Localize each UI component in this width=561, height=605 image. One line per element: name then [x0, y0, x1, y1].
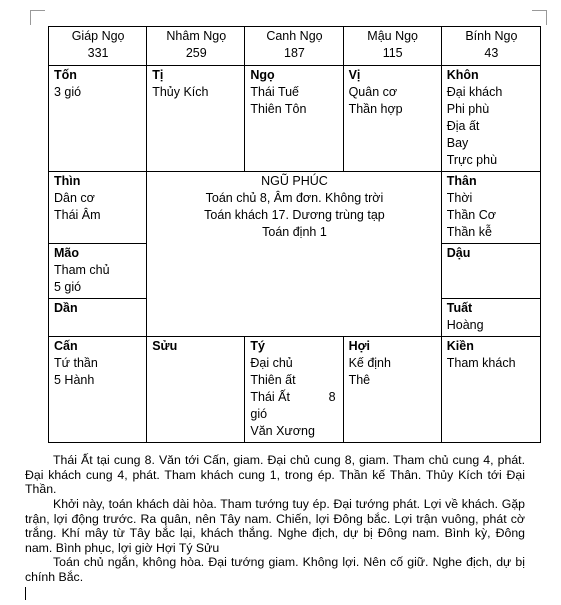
palace-table [48, 26, 541, 443]
cell-dan: Dần [49, 299, 147, 337]
header-cell: Bính Ngọ 43 [441, 27, 540, 66]
paragraph-2[interactable]: Khởi này, toán khách dài hòa. Tham tướng tuy ép. Đại tướng phát. Lợi về khách. Gặp trận, lợi động trước. Ra quân, nên Tây nam. Chiến, lợi Đông bắc. Lợi trận vuông, phát cờ trắng. Khí mây từ Tây bắc lại, khách thắng. Nghe địch, dự bị Đông nam. Bình kỳ, Đông nam. Bình phục, lợi giờ Hợi Tý Sửu [25, 497, 525, 555]
cell-dau: Dậu [441, 244, 540, 299]
header-cell: Nhâm Ngọ 259 [147, 27, 245, 66]
cell-ton: Tốn 3 gió [49, 66, 147, 172]
center-line: Toán chủ 8, Âm đơn. Không trời [205, 191, 384, 205]
cell-tuat: Tuất Hoàng [441, 299, 540, 337]
row-thin [49, 172, 541, 244]
cell-ty: Tý Đại chủ Thiên ất Thái Ất 8 gió Văn Xương [245, 337, 343, 443]
cell-thin: Thìn Dân cơ Thái Âm [49, 172, 147, 244]
cell-mao: Mão Tham chủ 5 gió [49, 244, 147, 299]
cell-ti: Tị Thủy Kích [147, 66, 245, 172]
cell-vi: Vị Quân cơ Thần hợp [343, 66, 441, 172]
margin-mark-right [532, 10, 547, 25]
center-line: Toán khách 17. Dương trùng tạp [204, 208, 385, 222]
bottom-palace-row [49, 337, 541, 443]
cell-suu: Sửu [147, 337, 245, 443]
paragraph-3[interactable]: Toán chủ ngắn, không hòa. Đại tướng giam. Không lợi. Nên cố giữ. Nghe địch, dự bị chính Bắc. [25, 555, 525, 584]
margin-mark-left [30, 10, 45, 25]
cell-than: Thân Thời Thần Cơ Thần kễ [441, 172, 540, 244]
cell-hoi: Hợi Kế định Thê [343, 337, 441, 443]
cell-khon: Khôn Đại khách Phi phù Địa ất Bay Trực phù [441, 66, 540, 172]
cell-ngo: Ngọ Thái Tuế Thiên Tôn [245, 66, 343, 172]
top-palace-row [49, 66, 541, 172]
cell-kien: Kiền Tham khách [441, 337, 540, 443]
header-cell: Canh Ngọ 187 [245, 27, 343, 66]
center-line: Toán định 1 [262, 225, 327, 239]
center-title: NGŨ PHÚC [261, 174, 328, 188]
header-cell: Mậu Ngọ 115 [343, 27, 441, 66]
text-cursor [25, 587, 26, 600]
paragraph-1[interactable]: Thái Ất tại cung 8. Văn tới Cấn, giam. Đại chủ cung 8, giam. Tham chủ cung 4, phát. Đại khách cung 4, phát. Tham khách cung 1, trong ép. Thần kế Thân. Thủy Kích tới Đại Thần. [25, 453, 525, 496]
header-row [49, 27, 541, 66]
center-panel [147, 172, 442, 337]
cell-can: Cấn Tứ thần 5 Hành [49, 337, 147, 443]
header-cell: Giáp Ngọ 331 [49, 27, 147, 66]
